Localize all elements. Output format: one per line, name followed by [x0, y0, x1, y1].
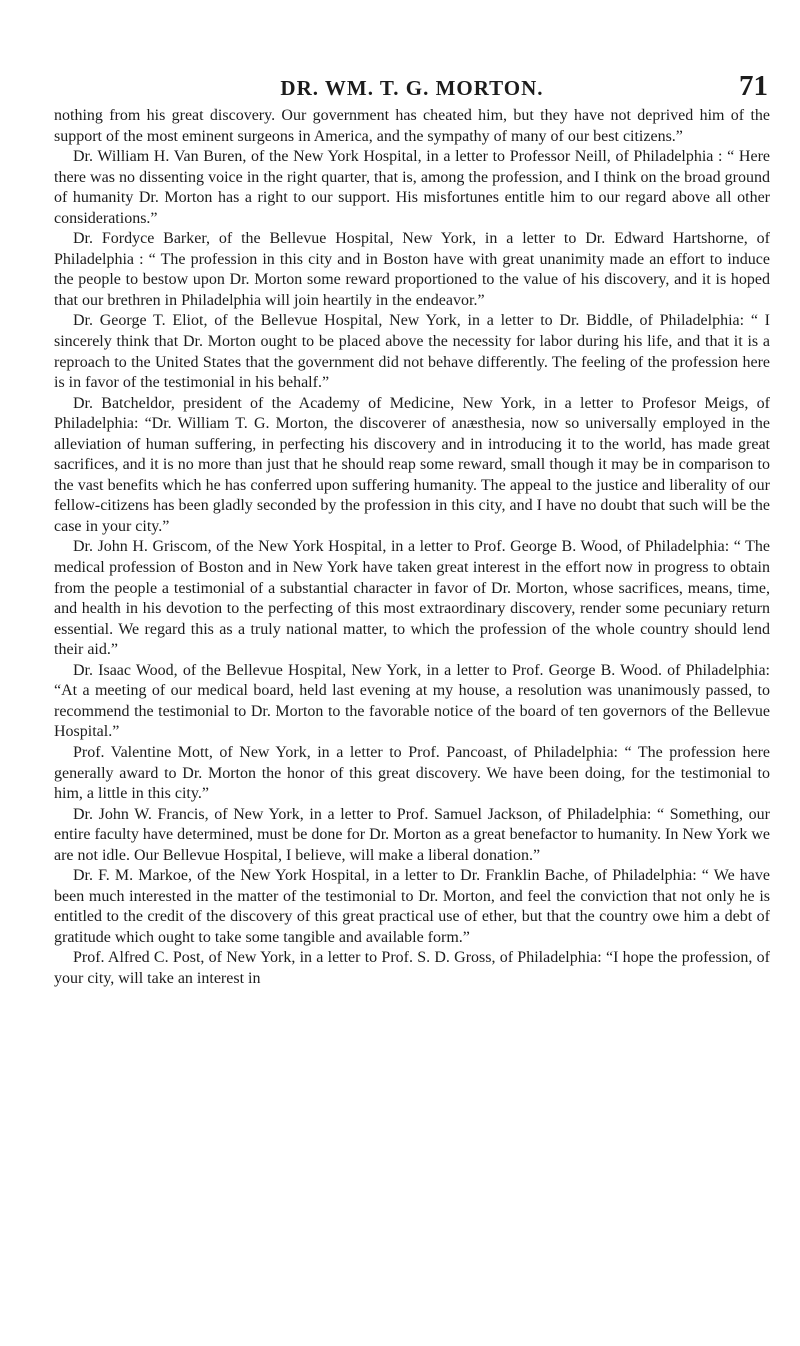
paragraph-eliot: Dr. George T. Eliot, of the Bellevue Hospital, New York, in a letter to Dr. Biddle, of Philadelphia: “ I sincerely think that Dr. Morton ought to be placed above the necessity for labor during his life, and that it is a reproach to the United States that the government did not behave differently. The feeling of the profession here is in favor of the testimonial in his behalf.” — [54, 312, 770, 392]
page-number: 71 — [739, 70, 768, 102]
paragraph-continued: nothing from his great discovery. Our government has cheated him, but they have not deprived him of the support of the most eminent surgeons in America, and the sympathy of many of our best citizens.” — [54, 107, 770, 145]
book-page — [54, 70, 770, 990]
paragraph-batcheldor: Dr. Batcheldor, president of the Academy of Medicine, New York, in a letter to Profesor Meigs, of Philadelphia: “Dr. William T. G. Morton, the discoverer of anæsthesia, now so universally employed in the alleviation of human suffering, in perfecting his discovery and in introducing it to the world, has made great sacrifices, and it is no more than just that he should reap some reward, small though it may be in comparison to the vast benefits which he has conferred upon suffering humanity. The appeal to the justice and liberality of our fellow-citizens has been gladly seconded by the profession in this city, and I have no doubt that such will be the case in your city.” — [54, 394, 770, 535]
paragraph-van-buren: Dr. William H. Van Buren, of the New York Hospital, in a letter to Professor Neill, of Philadelphia : “ Here there was no dissenting voice in the right quarter, that is, among the profession, and I think on the broad ground of humanity Dr. Morton has a right to our support. His misfortunes entitle him to our regard above all other considerations.” — [54, 148, 770, 227]
paragraph-griscom: Dr. John H. Griscom, of the New York Hospital, in a letter to Prof. George B. Wood, of Philadelphia: “ The medical profession of Boston and in New York have taken great interest in the effort now in progress to obtain from the people a testimonial of a substantial character in favor of Dr. Morton, whose sacrifices, means, time, and health in his devotion to the perfecting of this most extraordinary discovery, render some pecuniary return essential. We regard this as a truly national matter, to which the profession of the whole country should lend their aid.” — [54, 538, 770, 659]
paragraph-barker: Dr. Fordyce Barker, of the Bellevue Hospital, New York, in a letter to Dr. Edward Hartshorne, of Philadelphia : “ The profession in this city and in Boston have with great unanimity made an effort to induce the people to bestow upon Dr. Morton some reward proportioned to the value of his discovery, and it is hoped that our brethren in Philadelphia will join heartily in the endeavor.” — [54, 230, 770, 309]
paragraph-post: Prof. Alfred C. Post, of New York, in a letter to Prof. S. D. Gross, of Philadelphia: “I hope the profession, of your city, will take an interest in — [54, 949, 770, 987]
paragraph-mott: Prof. Valentine Mott, of New York, in a letter to Prof. Pancoast, of Philadelphia: “ The profession here generally award to Dr. Morton the honor of this great discovery. We have been doing, for the testimonial to him, a little in this city.” — [54, 743, 770, 803]
body-text — [54, 106, 770, 990]
paragraph-francis: Dr. John W. Francis, of New York, in a letter to Prof. Samuel Jackson, of Philadelphia: “ Something, our entire faculty have determined, must be done for Dr. Morton as a great benefactor to humanity. In New York we are not idle. Our Bellevue Hospital, I believe, will make a liberal donation.” — [54, 805, 770, 864]
running-header — [54, 70, 770, 110]
running-title: DR. WM. T. G. MORTON. — [280, 76, 544, 100]
paragraph-isaac-wood: Dr. Isaac Wood, of the Bellevue Hospital, New York, in a letter to Prof. George B. Wood. of Philadelphia: “At a meeting of our medical board, held last evening at my house, a resolution was unanimously passed, to recommend the testimonial to Dr. Morton to the favorable notice of the board of ten governors of the Bellevue Hospital.” — [54, 661, 770, 741]
paragraph-markoe: Dr. F. M. Markoe, of the New York Hospital, in a letter to Dr. Franklin Bache, of Philadelphia: “ We have been much interested in the matter of the testimonial to Dr. Morton, and feel the conviction that not only he is entitled to the credit of the discovery of this great practical use of ether, but that the country owe him a debt of gratitude which ought to take some tangible and available form.” — [54, 867, 770, 946]
